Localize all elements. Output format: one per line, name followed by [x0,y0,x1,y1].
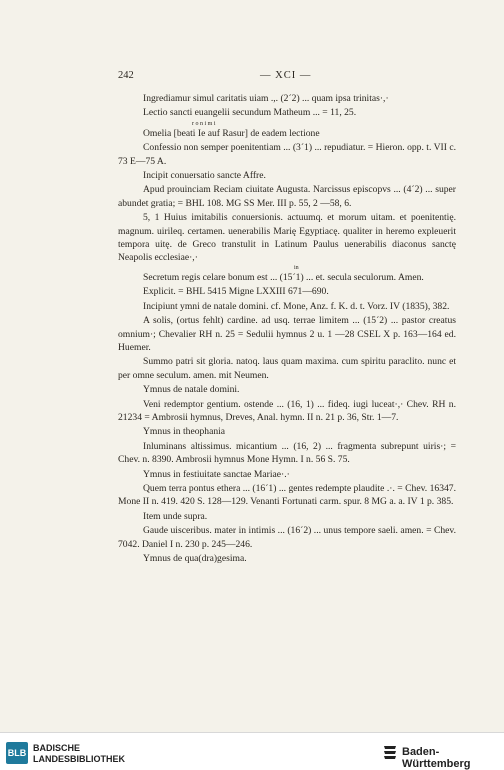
paragraph: Secretum regis celare bonum est ... (15´1) ... et. secula seculorum. Amen. [143,271,424,283]
paragraph: Item unde supra. [143,510,208,522]
paragraph: Ymnus in theophania [143,426,226,438]
paragraph: Ymnus de natale domini. [143,384,240,396]
page-number: 242 [118,70,134,81]
library-name[interactable] [33,743,125,764]
paragraph: Explicit. = BHL 5415 Migne LXXIII 671—690. [143,286,329,298]
library-name-line1: BADISCHE [33,743,81,753]
paragraph: Omelia [beati Ie auf Rasur] de eadem lectione [143,127,320,139]
page-body [118,92,456,566]
paragraph: Quem terra pontus ethera ... (16´1) ... gentes redempte plaudite .·. = Chev. 16347. Mone II n. 419. 420 S. 128—129. Venanti Fortunati carm. spur. 8 MG a. a. IV 1 p. 385. [118,482,456,508]
state-name[interactable]: Baden-Württemberg [402,746,471,770]
paragraph: Lectio sancti euangelii secundum Matheum ... = 11, 25. [143,107,357,119]
paragraph: Confessio non semper poenitentiam ... (3´1) ... repudiatur. = Hieron. opp. t. VII c. 73 E—75 A. [118,142,456,167]
paragraph: Veni redemptor gentium. ostende ... (16, 1) ... fideq. iugi luceat·,· Chev. RH n. 21234 = Ambrosii hymnus, Dreves, Anal. hymn. II n. 21 p. 36, Str. 1—7. [118,398,456,423]
paragraph: Ingrediamur simul caritatis uiam .,. (2´2) ... quam ipsa trinitas·,· [143,93,389,104]
running-title: — XCI — [260,70,312,81]
paragraph: A solis, (ortus fehlt) cardine. ad usq. terrae limitem ... (15´2) ... pastor creatus omnium·; Chevalier RH n. 25 = Sedulii hymnus 2 u. 1 —28 CSEL X p. 163—164 ed. Huemer. [118,315,456,353]
interlinear-note: ronimi [192,120,217,127]
paragraph: Inluminans altissimus. micantium ... (16, 2) ... fragmenta subrepunt uiris·; = Chev. n. 8390. Ambrosii hymnus Mone Hymn. I n. 56 S. 75. [118,440,456,466]
paragraph: Gaude uisceribus. mater in intimis ... (16´2) ... unus tempore saeli. amen. = Chev. 7042. Daniel I n. 230 p. 245—246. [118,525,456,550]
paragraph: Incipit conuersatio sancte Affre. [143,170,266,182]
blb-logo[interactable]: BLB [6,742,28,764]
paragraph: 5, 1 Huius imitabilis conuersionis. actuumq. et morum uitam. et poenitentię. magnum. uirileq. certamen. uenerabilis Marię Egyptiacę. qualiter in heremo expleuerit tempora uitę. de Greco transtulit in Latinum Paulus uenerabilis diaconus sanctę Neapolis ecclesiae·,· [118,212,456,264]
interlinear-note: in [294,264,299,271]
paragraph: Apud prouinciam Reciam ciuitate Augusta. Narcissus episcopvs ... (4´2) ... super abundet gratia; = BHL 108. MG SS Mer. III p. 55, 2 —58, 6. [118,184,456,209]
library-footer [0,732,504,770]
paragraph: Ymnus in festiuitate sanctae Mariae·.· [143,468,290,480]
paragraph: Ymnus de qua(dra)gesima. [143,553,247,564]
paragraph: Summo patri sit gloria. natoq. laus quam maxima. cum spiritu paraclito. nunc et per omne seculum. amen. mit Neumen. [118,356,456,381]
library-name-line2: LANDESBIBLIOTHEK [33,753,125,764]
lion-crest-icon [382,743,398,761]
paragraph: Incipiunt ymni de natale domini. cf. Mone, Anz. f. K. d. t. Vorz. IV (1835), 382. [143,300,450,312]
